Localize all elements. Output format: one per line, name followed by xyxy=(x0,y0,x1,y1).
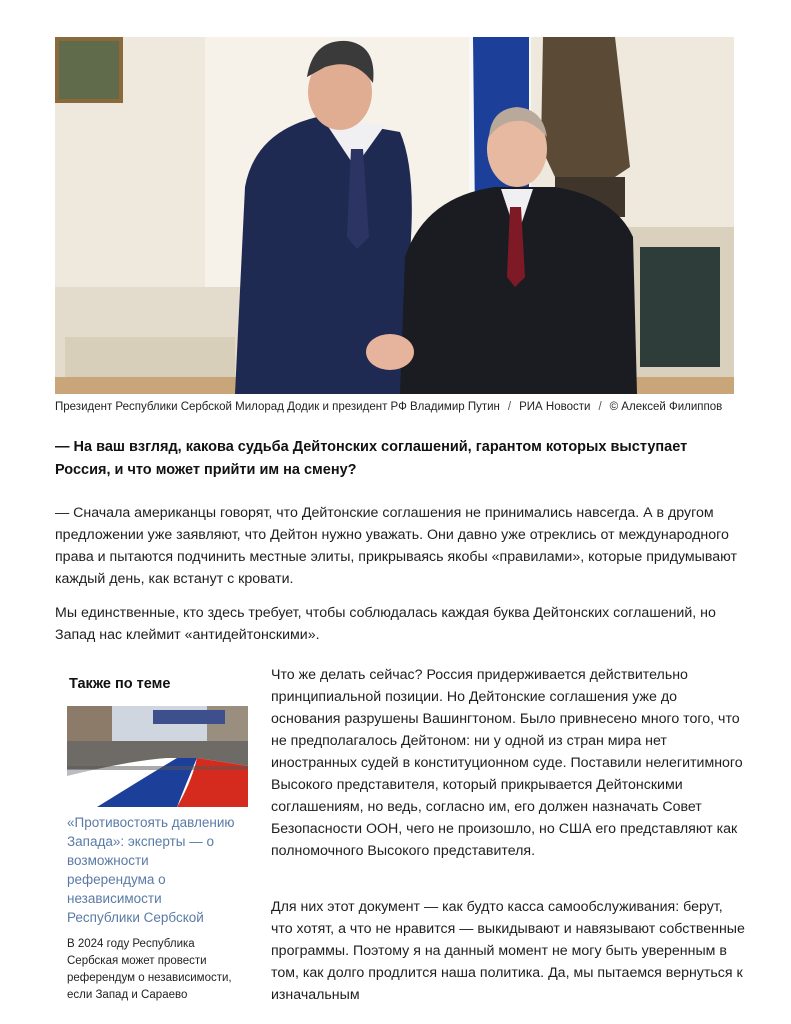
caption-text: Президент Республики Сербской Милорад Додик и президент РФ Владимир Путин xyxy=(55,401,500,413)
caption-separator: / xyxy=(507,401,512,413)
related-article-block xyxy=(67,674,249,1004)
rally-flag-photo-illustration xyxy=(67,706,248,807)
caption-separator: / xyxy=(598,401,602,413)
interview-question: — На ваш взгляд, какова судьба Дейтонских соглашений, гарантом которых выступает Россия, и что может прийти им на смену? xyxy=(55,439,688,478)
related-article-link[interactable]: «Противостоять давлению Запада»: эксперты — о возможности референдума о независимости Республики Сербской xyxy=(67,815,235,925)
related-article-lead: В 2024 году Республика Сербская может провести референдум о независимости, если Запад и Сараево xyxy=(67,938,232,1001)
article-paragraph: Что же делать сейчас? Россия придерживается действительно принципиальной позиции. Но Дейтонские соглашения уже до основания разрушены Вашингтоном. Было привнесено много того, что не предполагалось Дейтоном: ни у одной из стран мира нет иностранных судей в конституционном суде. Поставили нелегитимного Высокого представителя, который прикрывается Дейтонскими соглашениям, но ведь, согласно им, его должен назначать Совет Безопасности ООН, чего не произошло, но США его представляют как полномочного Высокого представителя. xyxy=(271,667,743,859)
caption-credit: © Алексей Филиппов xyxy=(609,401,723,413)
photo-caption xyxy=(55,398,735,416)
caption-agency[interactable]: РИА Новости xyxy=(519,401,591,413)
article-paragraph: Мы единственные, кто здесь требует, чтобы соблюдалась каждая буква Дейтонских соглашений, но Запад нас клеймит «антидейтонскими». xyxy=(55,605,716,643)
article-photo[interactable] xyxy=(55,37,734,394)
related-article-image[interactable] xyxy=(67,706,248,807)
related-heading: Также по теме xyxy=(69,676,171,692)
article-paragraph: — Сначала американцы говорят, что Дейтонские соглашения не принимались навсегда. А в другом предложении уже заявляют, что Дейтон нужно уважать. Они давно уже отреклись от международного права и пытаются подчинить местные элиты, прикрываясь якобы «правилами», которые придумывают каждый день, как встанут с кровати. xyxy=(55,505,737,587)
article-paragraph: Для них этот документ — как будто касса самообслуживания: берут, что хотят, а что не нравится — выкидывают и навязывают собственные программы. Поэтому я на данный момент не могу быть уверенным в том, как долго продлится наша политика. Да, мы пытаемся вернуться к изначальным xyxy=(271,899,745,1003)
handshake-photo-illustration xyxy=(55,37,734,394)
